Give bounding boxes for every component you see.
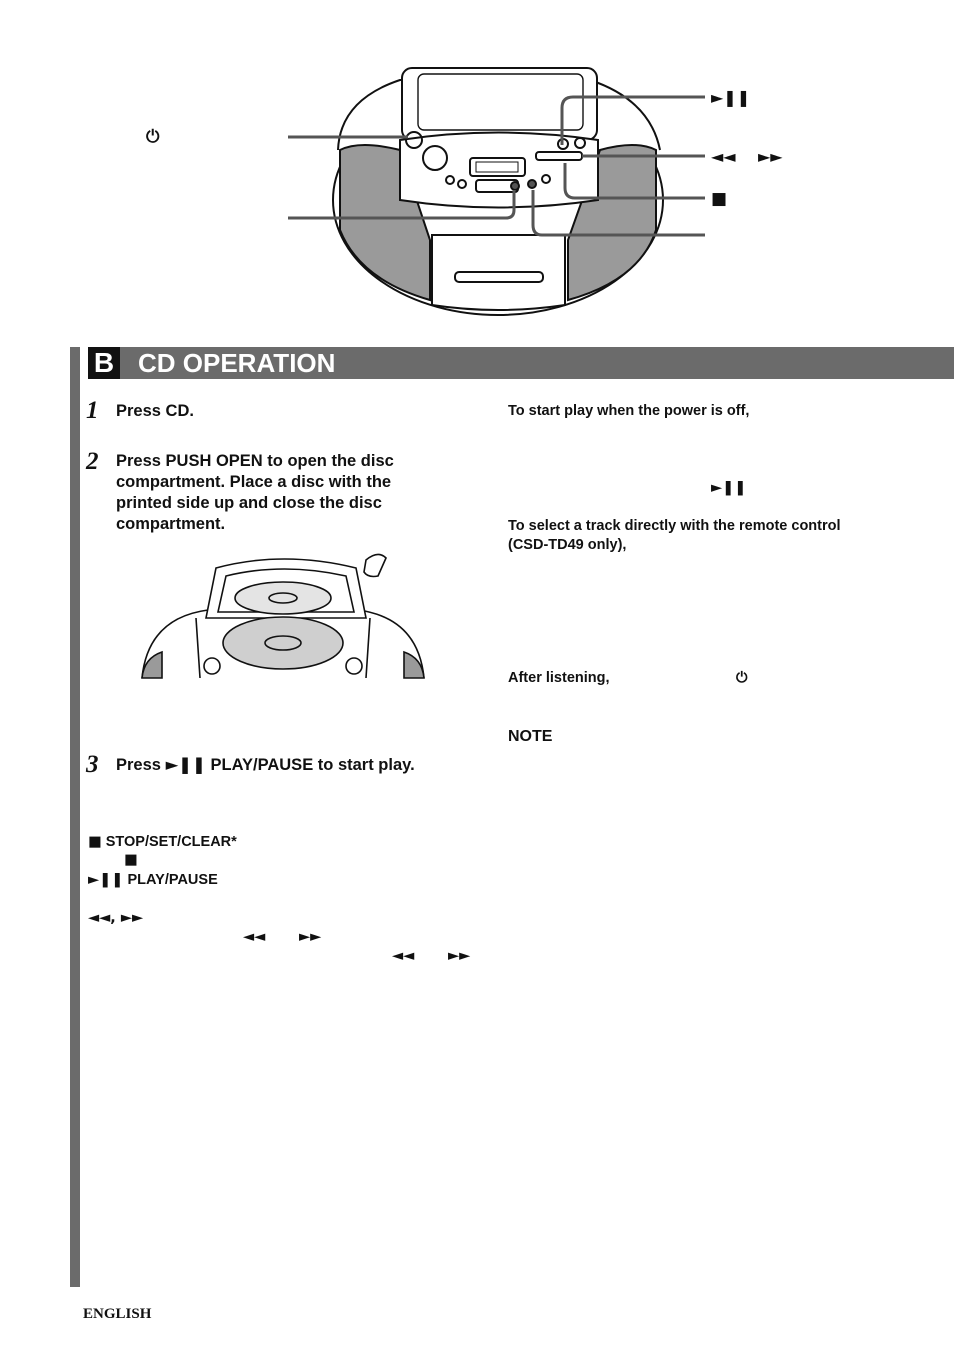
start-play-heading: To start play when the power is off,	[508, 403, 750, 419]
step-3-text-after: PLAY/PAUSE to start play.	[210, 756, 415, 774]
power-icon: ⏻	[736, 670, 748, 686]
rewind-icon: ◄◄	[392, 948, 415, 964]
step-1-number: 1	[86, 397, 99, 424]
disc-loading-illustration	[138, 548, 428, 680]
stop-control-label: STOP/SET/CLEAR	[105, 834, 232, 850]
play-pause-icon: ►❚❚	[165, 755, 206, 774]
play-pause-icon: ►❚❚	[88, 872, 124, 888]
select-track-heading-line2: (CSD-TD49 only),	[508, 537, 627, 553]
boombox-controls-diagram	[0, 0, 954, 330]
step-1-text: Press CD.	[116, 402, 194, 420]
section-title: CD OPERATION	[138, 348, 336, 378]
stop-control-item	[88, 833, 237, 851]
select-track-heading	[508, 517, 908, 555]
step-2-number: 2	[86, 448, 99, 475]
step-3-text	[116, 754, 476, 776]
power-icon: ⏻	[146, 127, 160, 147]
stop-icon: ■	[711, 189, 728, 209]
boombox-illustration	[333, 68, 663, 315]
play-pause-control-item	[88, 871, 218, 889]
play-pause-control-label: PLAY/PAUSE	[127, 872, 218, 888]
play-pause-icon: ►❚❚	[711, 480, 747, 496]
left-margin-bar	[70, 347, 80, 1287]
stop-icon: ■	[124, 852, 138, 868]
stop-icon: ■	[88, 834, 102, 850]
select-track-heading-line1: To select a track directly with the remote control	[508, 518, 841, 534]
rewind-icon: ◄◄	[711, 147, 736, 166]
fast-forward-icon: ►►	[758, 147, 783, 166]
skip-control-item: ◄◄, ►►	[88, 910, 144, 926]
fast-forward-icon: ►►	[448, 948, 471, 964]
note-heading: NOTE	[508, 728, 553, 745]
after-listening-heading: After listening,	[508, 670, 610, 686]
section-badge: B	[88, 347, 120, 379]
stop-asterisk: *	[231, 834, 237, 850]
footer-language: ENGLISH	[83, 1306, 152, 1322]
fast-forward-icon: ►►	[299, 929, 322, 945]
step-3-number: 3	[86, 751, 99, 778]
step-3-text-before: Press	[116, 756, 161, 774]
step-2-text: Press PUSH OPEN to open the disc compartment. Place a disc with the printed side up and close the disc compartment.	[116, 452, 394, 533]
rewind-icon: ◄◄	[243, 929, 266, 945]
play-pause-icon: ►❚❚	[711, 88, 751, 107]
